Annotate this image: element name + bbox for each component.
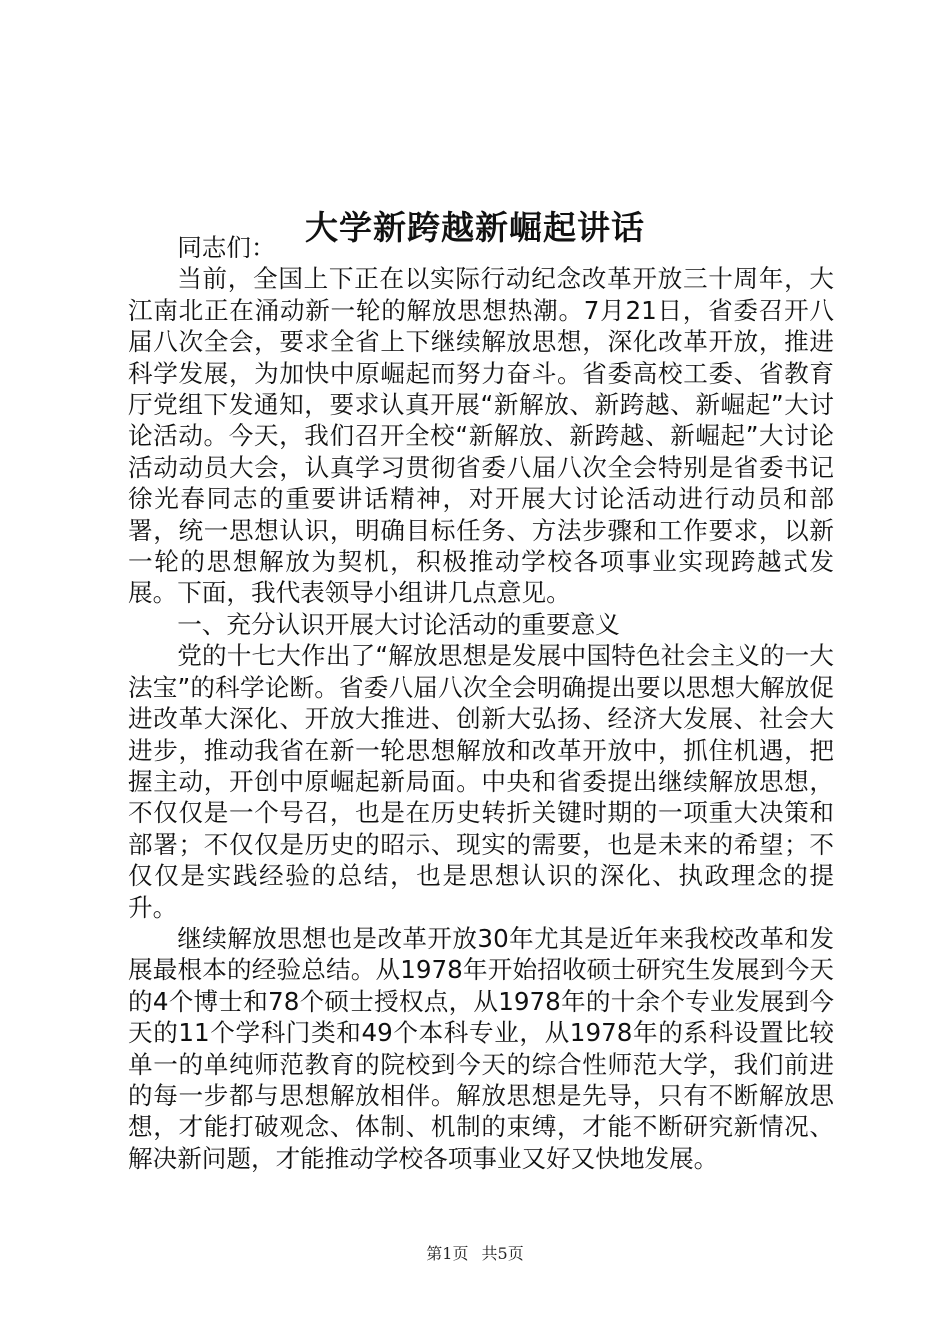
page-number: 第1页 [426, 1244, 469, 1263]
document-body [128, 232, 834, 1174]
page-footer [0, 1244, 950, 1264]
body-paragraph: 继续解放思想也是改革开放30年尤其是近年来我校改革和发展最根本的经验总结。从1978年开始招收硕士研究生发展到今天的4个博士和78个硕士授权点，从1978年的十余个专业发展到今天的11个学科门类和49个本科专业，从1978年的系科设置比较单一的单纯师范教育的院校到今天的综合性师范大学，我们前进的每一步都与思想解放相伴。解放思想是先导，只有不断解放思想，才能打破观念、体制、机制的束缚，才能不断研究新情况、解决新问题，才能推动学校各项事业又好又快地发展。 [128, 923, 834, 1173]
body-paragraph: 党的十七大作出了“解放思想是发展中国特色社会主义的一大法宝”的科学论断。省委八届八次全会明确提出要以思想大解放促进改革大深化、开放大推进、创新大弘扬、经济大发展、社会大进步，推动我省在新一轮思想解放和改革开放中，抓住机遇，把握主动，开创中原崛起新局面。中央和省委提出继续解放思想，不仅仅是一个号召，也是在历史转折关键时期的一项重大决策和部署；不仅仅是历史的昭示、现实的需要，也是未来的希望；不仅仅是实践经验的总结，也是思想认识的深化、执政理念的提升。 [128, 641, 834, 922]
salutation-paragraph: 同志们： [177, 233, 276, 262]
section-heading: 一、充分认识开展大讨论活动的重要意义 [177, 609, 620, 639]
intro-paragraph: 当前，全国上下正在以实际行动纪念改革开放三十周年，大江南北正在涌动新一轮的解放思想热潮。7月21日，省委召开八届八次全会，要求全省上下继续解放思想，深化改革开放，推进科学发展，为加快中原崛起而努力奋斗。省委高校工委、省教育厅党组下发通知，要求认真开展“新解放、新跨越、新崛起”大讨论活动。今天，我们召开全校“新解放、新跨越、新崛起”大讨论活动动员大会，认真学习贯彻省委八届八次全会特别是省委书记徐光春同志的重要讲话精神，对开展大讨论活动进行动员和部署，统一思想认识，明确目标任务、方法步骤和工作要求，以新一轮的思想解放为契机，积极推动学校各项事业实现跨越式发展。下面，我代表领导小组讲几点意见。 [128, 264, 834, 608]
page-total: 共5页 [481, 1244, 524, 1263]
document-title: 大学新跨越新崛起讲话 [305, 208, 645, 248]
